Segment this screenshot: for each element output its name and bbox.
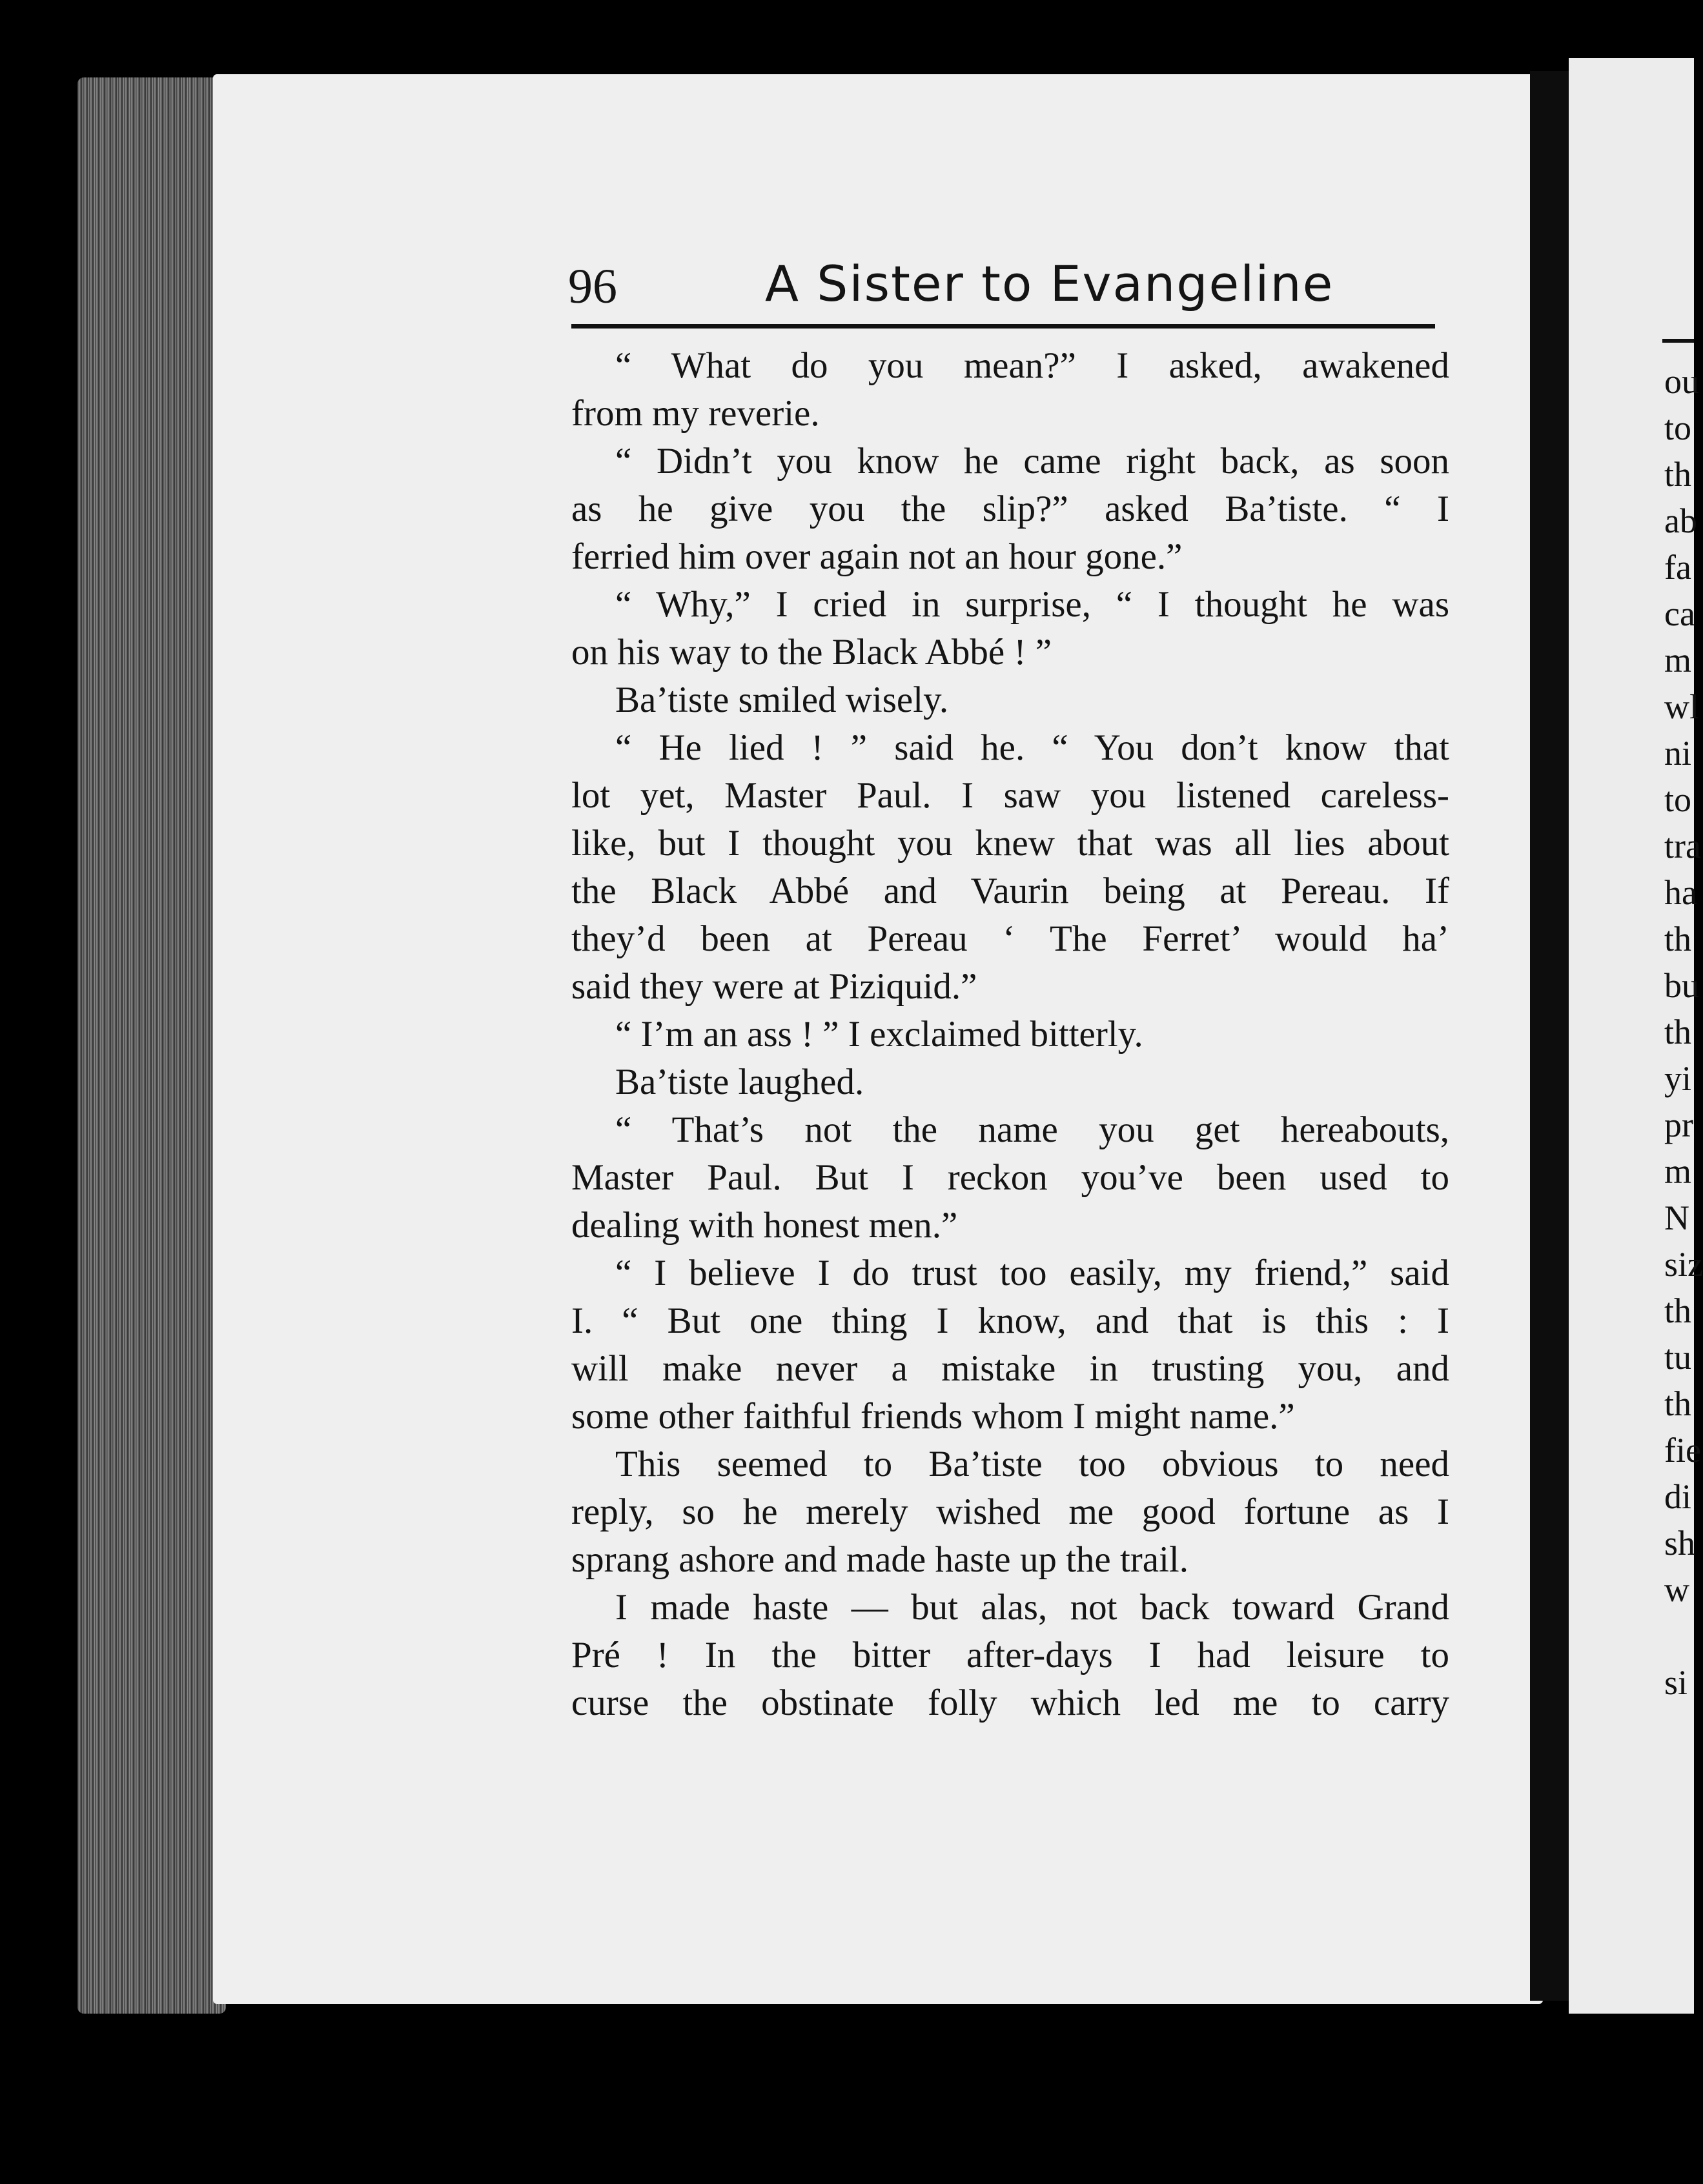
- text-line: “ That’s not the name you get hereabouts,: [615, 1109, 1449, 1150]
- text-line: I made haste — but alas, not back toward Grand: [615, 1587, 1449, 1628]
- facing-page-fragment: tra: [1664, 827, 1701, 865]
- running-title: A Sister to Evangeline: [765, 255, 1334, 312]
- text-line: some other faithful friends whom I might name.”: [571, 1396, 1295, 1437]
- text-line: reply, so he merely wished me good fortune as I: [571, 1491, 1449, 1532]
- facing-page-fragment: m: [1664, 641, 1692, 680]
- facing-page-fragment: ni: [1664, 734, 1692, 773]
- text-line: “ Didn’t you know he came right back, as soon: [615, 441, 1449, 481]
- facing-page-fragment: ha: [1664, 873, 1697, 912]
- text-line: ferried him over again not an hour gone.”: [571, 536, 1183, 577]
- body-text: [571, 342, 1449, 1727]
- text-line: on his way to the Black Abbé ! ”: [571, 632, 1052, 672]
- text-line: Ba’tiste laughed.: [615, 1062, 864, 1102]
- text-line: “ He lied ! ” said he. “ You don’t know that: [615, 727, 1449, 768]
- header-rule: [571, 324, 1435, 329]
- facing-page-fragment: bu: [1664, 966, 1699, 1005]
- facing-page-fragment: ca: [1664, 594, 1695, 633]
- facing-page-fragment: ou: [1664, 362, 1699, 401]
- text-line: This seemed to Ba’tiste too obvious to need: [615, 1444, 1449, 1484]
- facing-page-fragment: th: [1664, 920, 1692, 958]
- facing-page-fragment: th: [1664, 1384, 1692, 1423]
- text-line: like, but I thought you knew that was all lies about: [571, 823, 1449, 864]
- facing-page-fragment: siz: [1664, 1245, 1703, 1284]
- facing-page-fragment: th: [1664, 1291, 1692, 1330]
- text-line: Ba’tiste smiled wisely.: [615, 680, 949, 720]
- text-line: dealing with honest men.”: [571, 1205, 958, 1246]
- facing-page-fragment: pr: [1664, 1106, 1693, 1144]
- text-line: “ I believe I do trust too easily, my friend,” said: [615, 1253, 1449, 1293]
- facing-page-fragment: si: [1664, 1663, 1688, 1702]
- page-number: 96: [568, 259, 617, 314]
- facing-page-fragment: sh: [1664, 1524, 1696, 1562]
- facing-page-fragment: th: [1664, 1013, 1692, 1051]
- facing-page-fragment: to: [1664, 409, 1692, 447]
- text-line: sprang ashore and made haste up the trail.: [571, 1539, 1189, 1580]
- text-line: said they were at Piziquid.”: [571, 966, 977, 1007]
- text-line: “ What do you mean?” I asked, awakened: [615, 345, 1449, 386]
- text-line: “ Why,” I cried in surprise, “ I thought he was: [615, 584, 1449, 625]
- facing-page-fragment: th: [1664, 455, 1692, 494]
- text-line: will make never a mistake in trusting you, and: [571, 1348, 1449, 1389]
- facing-page-fragment: tu: [1664, 1338, 1692, 1377]
- text-line: I. “ But one thing I know, and that is this : I: [571, 1300, 1449, 1341]
- book-page-edges: [77, 77, 226, 2014]
- text-line: they’d been at Pereau ‘ The Ferret’ would ha’: [571, 918, 1449, 959]
- facing-page-fragment: N: [1664, 1198, 1689, 1237]
- text-line: Master Paul. But I reckon you’ve been used to: [571, 1157, 1449, 1198]
- text-line: the Black Abbé and Vaurin being at Pereau. If: [571, 871, 1449, 911]
- facing-page-fragment: w: [1664, 1570, 1689, 1609]
- text-line: Pré ! In the bitter after-days I had leisure to: [571, 1635, 1449, 1675]
- text-line: curse the obstinate folly which led me to carry: [571, 1683, 1449, 1723]
- facing-page-fragment: wl: [1664, 687, 1699, 726]
- facing-page-fragment: di: [1664, 1477, 1692, 1516]
- facing-page-fragment: fa: [1664, 548, 1691, 587]
- facing-page-fragment: to: [1664, 780, 1692, 819]
- text-line: from my reverie.: [571, 393, 820, 434]
- book-gutter: [1530, 71, 1569, 2001]
- facing-page-header-rule: [1662, 339, 1694, 343]
- facing-page-fragment: fie: [1664, 1431, 1701, 1470]
- page-header: [568, 255, 1433, 326]
- facing-page-fragment: ab: [1664, 501, 1697, 540]
- text-line: “ I’m an ass ! ” I exclaimed bitterly.: [615, 1014, 1143, 1055]
- facing-page-fragment: m: [1664, 1152, 1692, 1191]
- text-line: lot yet, Master Paul. I saw you listened careless-: [571, 775, 1449, 816]
- facing-page-fragment: yi: [1664, 1059, 1692, 1098]
- text-line: as he give you the slip?” asked Ba’tiste. “ I: [571, 489, 1449, 529]
